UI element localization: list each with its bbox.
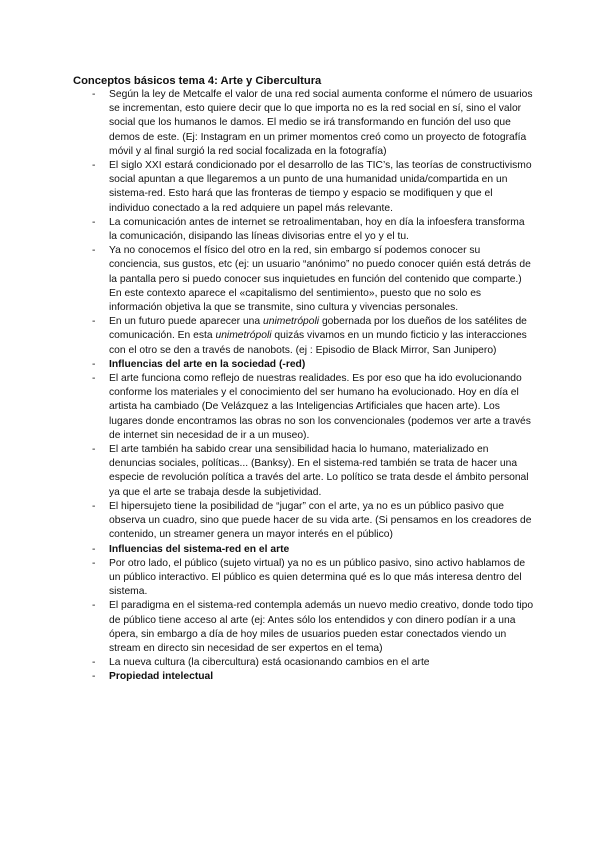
list-item [92, 500, 534, 543]
item-text: La nueva cultura (la cibercultura) está ocasionando cambios en el arte [109, 657, 430, 669]
item-text: Según la ley de Metcalfe el valor de una red social aumenta conforme el número de usuarios se incrementan, esto quiere decir que lo que importa no es la red social en sí, sino el valor social que los humanos le damos. El medio se irá transformando en función del uso que demos de este. (Ej: Instagram en un primer momentos creó como un proyecto de fotografía móvil y al final surgió la red social focalizada en la fotografía) [109, 89, 533, 157]
item-text: Ya no conocemos el físico del otro en la red, sin embargo sí podemos conocer su conciencia, sus gustos, etc (ej: un usuario “anónimo” no puedo conocer quién está detrás de la pantalla pero si puedo conocer sus inquietudes en función del contenido que comparte.) En este contexto aparece el «capitalismo del sentimiento», puesto que no solo es información objetiva la que se transmite, sino cultura y vivencias personales. [109, 245, 531, 314]
italic-term: unimetrópoli [215, 330, 272, 342]
list-item [92, 159, 534, 216]
item-text [109, 316, 527, 355]
item-text: Propiedad intelectual [109, 671, 214, 683]
section-heading [92, 543, 534, 557]
section-heading [92, 670, 534, 684]
bullet-list [92, 88, 534, 685]
italic-term: unimetrópoli [263, 316, 320, 328]
bullet-dash: - [92, 444, 96, 456]
text-run: gobernada por los dueños de los satélites de comunicación. En esta [109, 316, 527, 342]
list-item [92, 599, 534, 656]
list-item [92, 372, 534, 443]
bullet-dash: - [92, 316, 96, 328]
item-text: Influencias del sistema-red en el arte [109, 543, 290, 555]
list-item [92, 557, 534, 600]
item-text: Por otro lado, el público (sujeto virtual) ya no es un público pasivo, sino activo hablamos de un público interactivo. El público es quien determina qué es lo que más interesa dentro del sistema. [109, 557, 526, 598]
bullet-dash: - [92, 500, 96, 512]
list-item [92, 315, 534, 358]
list-item [92, 88, 534, 159]
document-title: Conceptos básicos tema 4: Arte y Cibercultura [73, 75, 322, 87]
item-text: El hipersujeto tiene la posibilidad de “jugar” con el arte, ya no es un público pasivo que observa un cuadro, sino que puede hacer de su vida arte. (Si pensamos en los creadores de contenido, un streamer genera un mayor interés en el público) [109, 500, 532, 541]
section-heading [92, 358, 534, 372]
item-text: El arte también ha sabido crear una sensibilidad hacia lo humano, materializado en denuncias sociales, políticas... (Banksy). En el sistema-red también se trata de hacer una especie de revolución política a través del arte. Lo político se trata desde el ámbito personal ya que el arte se trabaja desde la subjetividad. [109, 444, 529, 498]
list-item [92, 244, 534, 315]
list-item [92, 216, 534, 244]
bullet-dash: - [92, 245, 96, 257]
bullet-dash: - [92, 557, 96, 569]
item-text: El siglo XXI estará condicionado por el desarrollo de las TIC’s, las teorías de constructivismo social apuntan a que llegaremos a un punto de una humanidad unida/compartida en un sistema-red. Esto hará que las fronteras de tiempo y espacio se modifiquen y que el individuo conectado a la red adquiere un papel más relevante. [109, 160, 532, 214]
text-run: En un futuro puede aparecer una [109, 316, 263, 328]
bullet-dash: - [92, 160, 96, 172]
bullet-dash: - [92, 543, 96, 555]
text-run: quizás vivamos en un mundo ficticio y las interacciones con el otro se den a través de nanobots. (ej : Episodio de Black Mirror, San Junipero) [109, 330, 527, 356]
bullet-dash: - [92, 600, 96, 612]
bullet-dash: - [92, 657, 96, 669]
bullet-dash: - [92, 89, 96, 100]
list-item [92, 656, 534, 670]
item-text: La comunicación antes de internet se retroalimentaban, hoy en día la infoesfera transforma la comunicación, disipando las líneas divisorias entre el yo y el tu. [109, 216, 525, 243]
list-item [92, 443, 534, 500]
bullet-dash: - [92, 671, 96, 683]
bullet-dash: - [92, 373, 96, 385]
bullet-dash: - [92, 358, 96, 370]
item-text: Influencias del arte en la sociedad (-red) [109, 358, 306, 370]
item-text: El paradigma en el sistema-red contempla además un nuevo medio creativo, donde todo tipo de público tiene acceso al arte (ej: Antes sólo los entendidos y con dinero podían ir a una ópera, sin embargo a día de hoy miles de usuarios pueden estar conectados viendo un stream en directo sin necesidad de ser expertos en el tema) [109, 600, 534, 654]
bullet-dash: - [92, 216, 96, 228]
item-text: El arte funciona como reflejo de nuestras realidades. Es por eso que ha ido evolucionando conforme los materiales y el conocimiento del ser humano ha evolucionado. Hoy en día el artista ha cambiado (De Velázquez a las Inteligencias Artificiales que hacen arte). Los lugares donde encontramos las obras no son los convencionales (podemos ver arte a través de internet sin necesidad de ir a un museo). [109, 373, 531, 441]
